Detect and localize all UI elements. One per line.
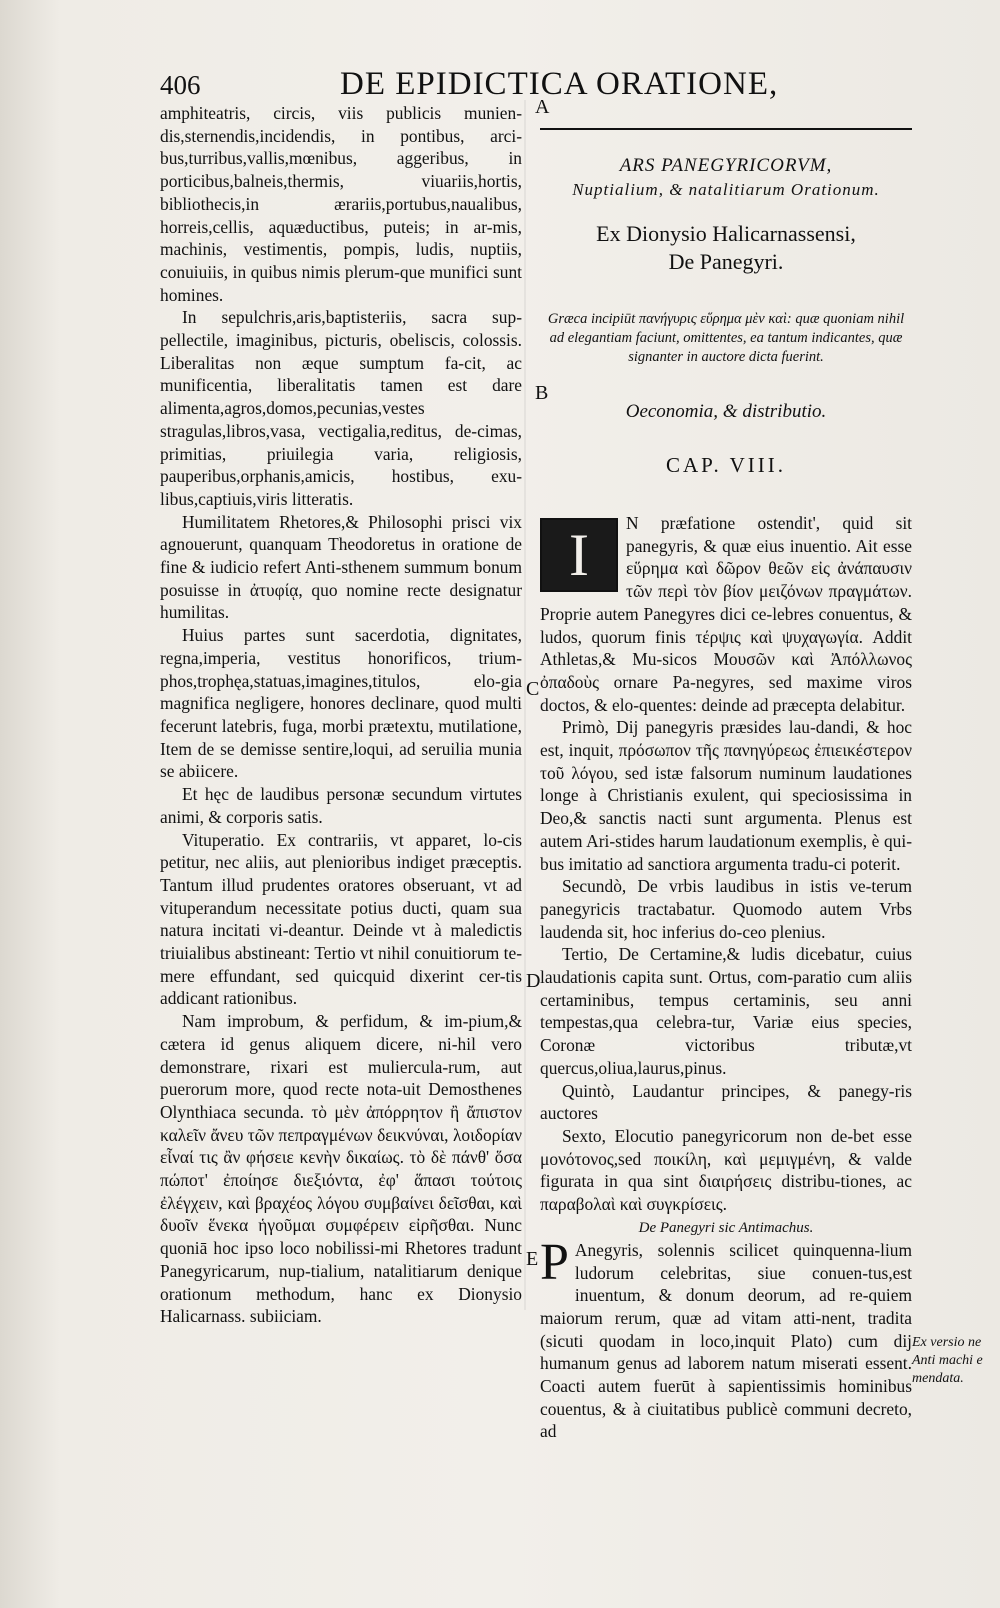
section-subtitle: Nuptialium, & natalitiarum Orationum.	[572, 180, 880, 199]
running-title: DE EPIDICTICA ORATIONE,	[340, 66, 779, 102]
margin-letter-d: D	[526, 970, 541, 992]
right-paragraph-6: Sexto, Elocutio panegyricorum non de-bet esse μονότονος,sed ποικίλη, καὶ μεμιγμένη, & valde figurata in qua sint διαιρήσεις distribu-tiones, ac παραβολαὶ καὶ συγκρίσεις.	[540, 1125, 912, 1215]
column-gutter	[524, 100, 526, 1310]
greek-note: Græca incipiūt πανήγυρις εὕρημα μὲν καὶ: quæ quoniam nihil ad elegantiam faciunt, omittentes, ea tantum indicantes, quæ signanter in auctore dicta fuerint.	[547, 311, 905, 365]
margin-letter-e: E	[526, 1248, 539, 1270]
source-title: Ex Dionysio Halicarnassensi,	[596, 221, 856, 246]
page-number: 406	[160, 70, 201, 100]
ornamental-dropcap: I	[540, 518, 618, 592]
right-paragraph-1	[540, 512, 912, 716]
left-paragraph-6: Vituperatio. Ex contrariis, vt apparet, lo-cis petitur, nec aliis, aut plenioribus indiget præceptis. Tantum illud prudentes oratores obseruant, vt ad vituperandum necessitate potius ducti, quam sua natura incitati vi-deantur. Deinde vt à maledictis triuialibus abstineant: Tertio vt nihil conuitiorum te-mere effundant, sed quicquid dixerint cer-tis addicant rationibus.	[160, 829, 522, 1009]
margin-letter-a: A	[535, 96, 550, 118]
right-paragraph-7	[540, 1233, 912, 1443]
left-paragraph-2: In sepulchris,aris,baptisteriis, sacra sup-pellectile, imaginibus, picturis, obeliscis, colossis. Liberalitas non æque sumptum fa-cit, ac munificentia, liberalitatis tamen est dare alimenta,agros,domos,pecunias,vestes stragulas,libros,vasa, vectigalia,reditus, de-cimas, primitias, priuilegia varia, religiosis, pauperibus,orphanis,amicis, hostibus, exu-libus,captiuis,viris litteratis.	[160, 307, 522, 509]
chapter-heading: CAP. VIII.	[665, 453, 787, 477]
right-paragraph-5: Quintò, Laudantur principes, & panegy-ris auctores	[540, 1080, 912, 1124]
left-paragraph-1: amphiteatris, circis, viis publicis munien-dis,sternendis,incidendis, in pontibus, arci-bus,turribus,vallis,mœnibus, aggeribus, in porticibus,balneis,thermis, viuariis,hortis, bibliothecis,in ærariis,portubus,naualibus, horreis,cellis, aquæductibus, puteis; in ar-mis, machinis, vestimentis, pompis, ludis, nuptiis, conuiuiis, in quibus nimis plerum-que munifici sunt homines.	[160, 103, 522, 305]
margin-note: Ex versio ne Anti machi e mendata.	[912, 1335, 983, 1386]
left-paragraph-7: Nam improbum, & perfidum, & im-pium,& cætera id genus aliquem dicere, ni-hil vero demonstrare, rixari est muliercula-rum, aut puerorum more, quod recte nota-uit Demosthenes Olynthiaca secunda. τὸ μὲν ἀπόρρητον ἢ ἄπιστον καλεῖν ἄνευ τῶν πεπραγμένων δεικνύναι, λοιδορίαν εἶναί τις ἂν φήσειε κενὴν δικαίως. τὸ δὲ πάνθ' ὅσα πώποτ' ἐποίησε διεξιόντα, ἐφ' ἅπασι τούτοις ἐλέγχειν, καὶ βραχέος λόγου συμβαίνει δεῖσθαι, καὶ δυοῖν ἕνεκα ἡγοῦμαι συμφέρειν εἰρῆσθαι. Nunc quoniā hoc ipso loco nobilissi-mi Rhetores tradunt Panegyricarum, nup-tialium, natalitiarum denique orationum methodum, hanc ex Dionysio Halicarnass. subiiciam.	[160, 1011, 522, 1327]
right-column	[540, 128, 912, 1443]
left-paragraph-5: Et hęc de laudibus personæ secundum virtutes animi, & corporis satis.	[160, 784, 522, 827]
right-paragraph-4: Tertio, De Certamine,& ludis dicebatur, cuius laudationis capita sunt. Ortus, com-paratio cum aliis certaminibus, tempus certaminis, seu anni tempestas,qua celebra-tur, Variæ eius species, Coronæ victoribus tributæ,vt quercus,oliua,laurus,pinus.	[540, 944, 912, 1078]
oeconomia-heading: Oeconomia, & distributio.	[625, 401, 827, 422]
margin-letter-b: B	[535, 382, 549, 404]
source-subtitle: De Panegyri.	[668, 249, 784, 274]
left-paragraph-3: Humilitatem Rhetores,& Philosophi prisci vix agnouerunt, quanquam Theodoretus in oratione de fine & iudicio refert Anti-sthenem summum bonum posuisse in ἀτυφίᾳ, quo nomine recte designatur humilitas.	[160, 511, 522, 623]
antimachus-heading: De Panegyri sic Antimachus.	[638, 1219, 814, 1236]
left-paragraph-4: Huius partes sunt sacerdotia, dignitates, regna,imperia, vestitus honorificos, trium-phos,trophęa,statuas,imagines,titulos, elo-gia magnifica negligere, honores declinare, quod multi fecerunt latebris, fuga, morbi prætextu, mutilatione, Item de se demisse sentire,loqui, ad seruilia munia se abiicere.	[160, 625, 522, 782]
section-title: ARS PANEGYRICORVM,	[619, 155, 833, 176]
page-header	[160, 66, 960, 106]
margin-letter-c: C	[526, 678, 540, 700]
section-rule	[540, 128, 912, 130]
right-paragraph-3: Secundò, De vrbis laudibus in istis ve-terum panegyricis tractabatur. Quomodo autem Vrbs laudenda sit, hoc inferius do-ceo plenius.	[540, 876, 912, 942]
initial-letter: P	[540, 1233, 569, 1291]
right-paragraph-7-text: Anegyris, solennis scilicet quinquenna-lium ludorum celebritas, siue conuen-tus,est inuentum, & donum deorum, ad re-quiem maiorum rerum, quæ ad vitam atti-nent, tradita (sicuti quodam in loco,inquit Plato) cum dij humanum genus ad laborem natum miserati essent. Coacti autem fuerūt à sapientissimis hominibus couentus, & à ciuitatibus publicè communi decreto, ad	[540, 1239, 912, 1442]
right-paragraph-1-text: N præfatione ostendit', quid sit panegyris, & quæ eius inuentio. Ait esse εὕρημα καὶ δῶρον θεῶν εἰς ἀνάπαυσιν τῶν περὶ τὸν βίον μειζόνων πραγμάτων. Proprie autem Panegyres dici ce-lebres conuentus, & ludos, quorum finis τέρψις καὶ ψυχαγωγία. Addit Athletas,& Mu-sicos Μουσῶν καὶ Ἀπόλλωνος ὀπαδοὺς ornare Pa-negyres, sed maxime viros doctos, & elo-quentes: deinde ad præcepta delabitur.	[540, 513, 912, 715]
right-paragraph-2: Primò, Dij panegyris præsides lau-dandi, & hoc est, inquit, πρόσωπον τῆς πανηγύρεως ἐπιεικέστερον τοῦ λόγου, sed istæ falsorum numinum laudationes longe à Christianis exulent, qui speciosissima in Deo,& sanctis nacti sunt argumenta. Plenus est autem Ari-stides harum laudationum exemplis, è qui-bus imitatio ad sanctiora argumenta tradu-ci poterit.	[540, 717, 912, 874]
left-column	[160, 102, 522, 1328]
